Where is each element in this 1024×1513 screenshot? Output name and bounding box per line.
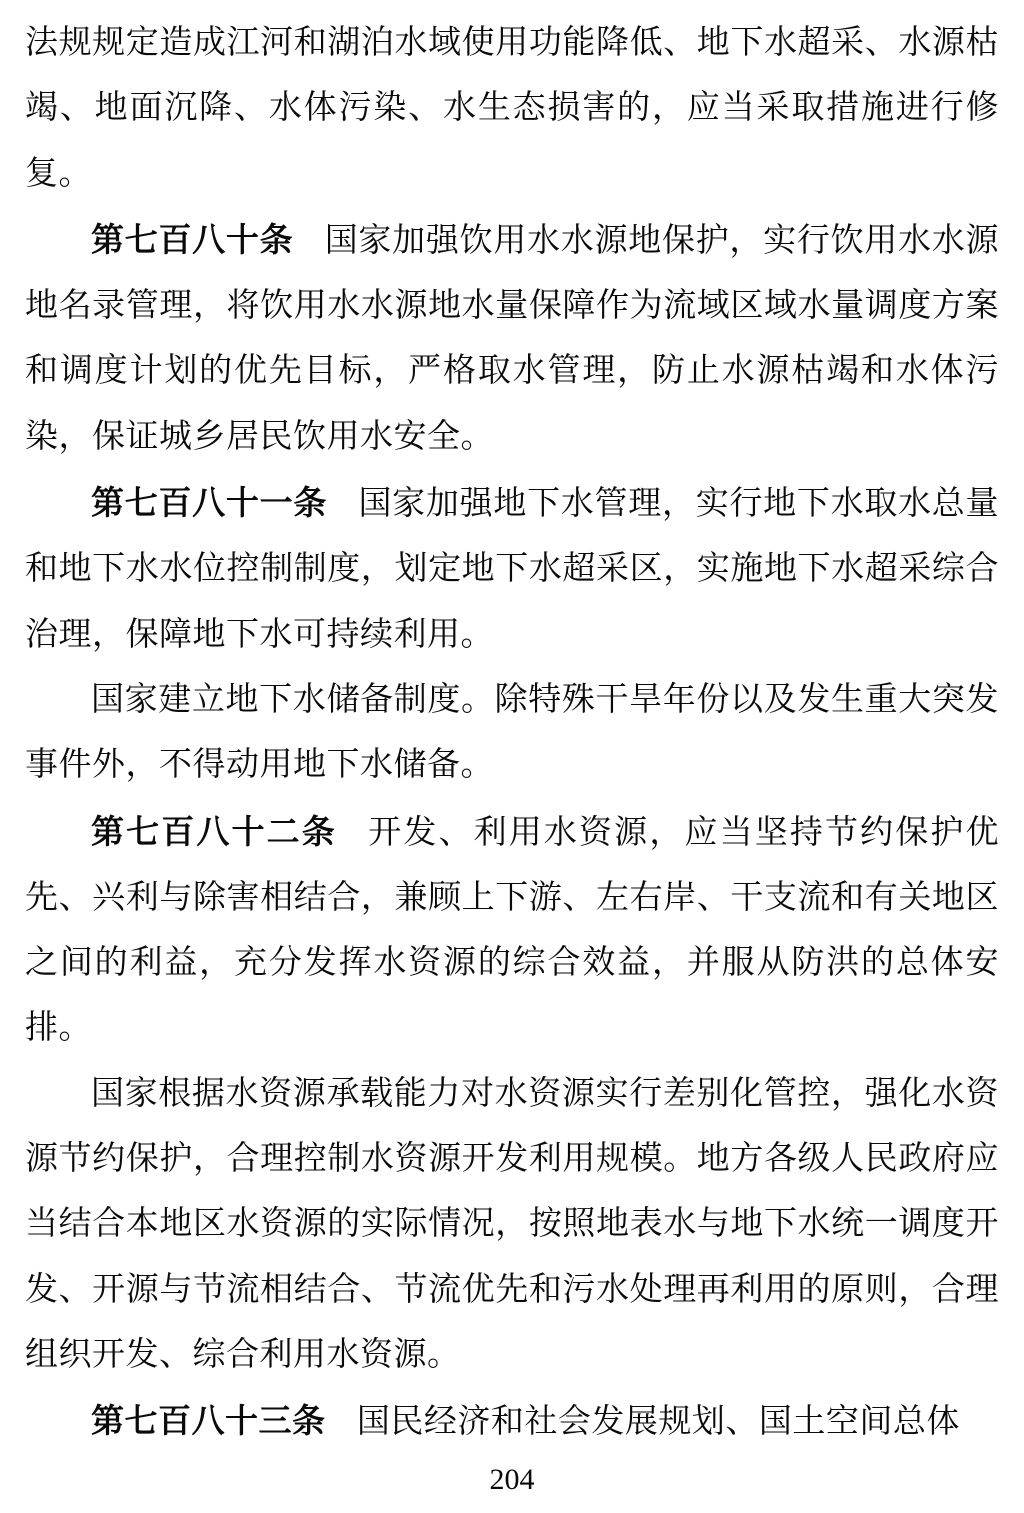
paragraph-text: 国家根据水资源承载能力对水资源实行差别化管控，强化水资源节约保护，合理控制水资源开发利用规模。地方各级人民政府应当结合本地区水资源的实际情况，按照地表水与地下水统一调度开发、开源与节流相结合、节流优先和污水处理再利用的原则，合理组织开发、综合利用水资源。	[25, 1075, 999, 1373]
paragraph-text: 国家加强饮用水水源地保护，实行饮用水水源地名录管理，将饮用水水源地水量保障作为流域区域水量调度方案和调度计划的优先目标，严格取水管理，防止水源枯竭和水体污染，保证城乡居民饮用水安全。	[25, 222, 1000, 455]
page-footer	[0, 1464, 1024, 1496]
paragraph-article-781	[25, 470, 999, 668]
paragraph-text: 国民经济和社会发展规划、国土空间总体	[356, 1404, 960, 1441]
paragraph-text: 国家加强地下水管理，实行地下水取水总量和地下水水位控制制度，划定地下水超采区，实施地下水超采综合治理，保障地下水可持续利用。	[25, 486, 1000, 653]
paragraph-article-782-clause-2	[25, 1062, 999, 1388]
paragraph-text: 法规规定造成江河和湖泊水域使用功能降低、地下水超采、水源枯竭、地面沉降、水体污染、水生态损害的，应当采取措施进行修复。	[25, 25, 999, 192]
paragraph-article-780	[25, 207, 999, 470]
article-780-number: 第七百八十条	[91, 220, 294, 258]
article-781-number: 第七百八十一条	[91, 484, 328, 522]
paragraph-continuation	[25, 11, 999, 207]
article-783-number: 第七百八十三条	[91, 1402, 326, 1440]
body-text	[25, 11, 999, 1456]
article-782-number: 第七百八十二条	[91, 812, 337, 850]
paragraph-article-781-clause-2	[25, 668, 999, 799]
paragraph-text: 开发、利用水资源，应当坚持节约保护优先、兴利与除害相结合，兼顾上下游、左右岸、干支流和有关地区之间的利益，充分发挥水资源的综合效益，并服从防洪的总体安排。	[25, 814, 1000, 1047]
page-number: 204	[489, 1463, 535, 1496]
paragraph-article-783	[25, 1388, 999, 1455]
paragraph-article-782	[25, 799, 999, 1062]
paragraph-text: 国家建立地下水储备制度。除特殊干旱年份以及发生重大突发事件外，不得动用地下水储备。	[25, 681, 999, 784]
